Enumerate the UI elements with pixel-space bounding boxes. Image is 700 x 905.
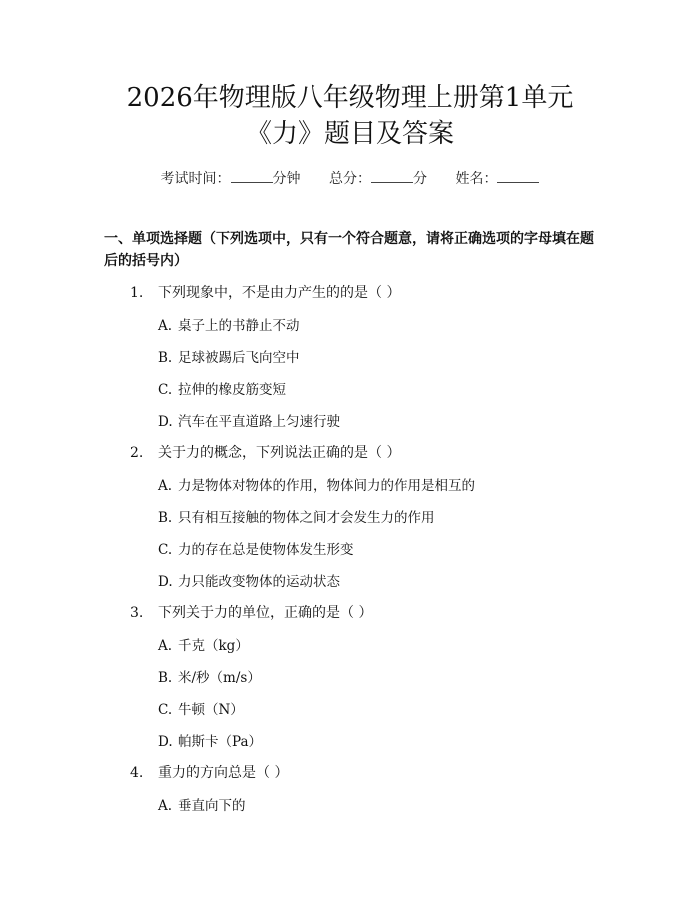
section-heading: 一、单项选择题（下列选项中，只有一个符合题意，请将正确选项的字母填在题后的括号内） — [104, 231, 594, 269]
exam-time-field — [161, 171, 305, 187]
option-4a — [158, 794, 246, 814]
option-3a — [158, 634, 249, 654]
question-number: 1. — [130, 285, 144, 301]
option-3b — [158, 666, 261, 686]
option-2b — [158, 506, 435, 526]
question-number: 3. — [130, 605, 144, 621]
option-text: 拉伸的橡皮筋变短 — [178, 382, 286, 398]
option-text: 垂直向下的 — [178, 798, 246, 814]
question-text: 下列关于力的单位，正确的是（ ） — [158, 605, 373, 621]
exam-time-unit: 分钟 — [272, 171, 301, 187]
exam-meta — [0, 168, 700, 188]
option-text: 汽车在平直道路上匀速行驶 — [178, 414, 340, 430]
question-text: 重力的方向总是（ ） — [158, 765, 289, 781]
option-letter: A. — [158, 318, 173, 334]
total-score-unit: 分 — [413, 171, 427, 187]
page-title-line-1: 2026年物理版八年级物理上册第1单元 — [126, 83, 574, 113]
question-4 — [130, 762, 288, 782]
question-2 — [130, 442, 400, 462]
option-letter: A. — [158, 638, 173, 654]
option-3c — [158, 698, 244, 718]
option-letter: A. — [158, 798, 173, 814]
name-label: 姓名： — [455, 171, 498, 187]
option-2c — [158, 538, 354, 558]
option-text: 牛顿（N） — [178, 702, 244, 718]
option-letter: D. — [158, 734, 173, 750]
question-number: 2. — [130, 445, 144, 461]
option-letter: B. — [158, 350, 173, 366]
exam-time-label: 考试时间： — [160, 171, 231, 187]
name-field — [455, 171, 539, 187]
option-letter: D. — [158, 574, 173, 590]
option-text: 力的存在总是使物体发生形变 — [178, 542, 354, 558]
option-text: 足球被踢后飞向空中 — [178, 350, 300, 366]
question-1 — [130, 282, 400, 302]
question-text: 关于力的概念，下列说法正确的是（ ） — [158, 445, 401, 461]
option-text: 只有相互接触的物体之间才会发生力的作用 — [178, 510, 435, 526]
option-3d — [158, 730, 262, 750]
page-title-line-2: 《力》题目及答案 — [245, 119, 454, 149]
option-letter: C. — [158, 542, 173, 558]
question-number: 4. — [130, 765, 144, 781]
option-letter: D. — [158, 414, 173, 430]
option-1d — [158, 410, 340, 430]
question-text: 下列现象中，不是由力产生的的是（ ） — [158, 285, 401, 301]
question-3 — [130, 602, 372, 622]
option-text: 力是物体对物体的作用，物体间力的作用是相互的 — [178, 478, 475, 494]
option-letter: B. — [158, 510, 173, 526]
option-text: 米/秒（m/s） — [178, 670, 261, 686]
option-letter: A. — [158, 478, 173, 494]
option-text: 帕斯卡（Pa） — [178, 734, 263, 750]
option-1b — [158, 346, 300, 366]
exam-time-blank — [231, 168, 273, 183]
option-letter: C. — [158, 382, 173, 398]
option-text: 桌子上的书静止不动 — [178, 318, 300, 334]
option-text: 力只能改变物体的运动状态 — [178, 574, 340, 590]
option-2d — [158, 570, 340, 590]
total-score-blank — [371, 168, 413, 183]
total-score-field — [329, 171, 431, 187]
option-text: 千克（kg） — [178, 638, 249, 654]
name-blank — [497, 168, 539, 183]
option-letter: C. — [158, 702, 173, 718]
option-1a — [158, 314, 300, 334]
option-1c — [158, 378, 286, 398]
option-2a — [158, 474, 475, 494]
total-score-label: 总分： — [329, 171, 371, 187]
option-letter: B. — [158, 670, 173, 686]
